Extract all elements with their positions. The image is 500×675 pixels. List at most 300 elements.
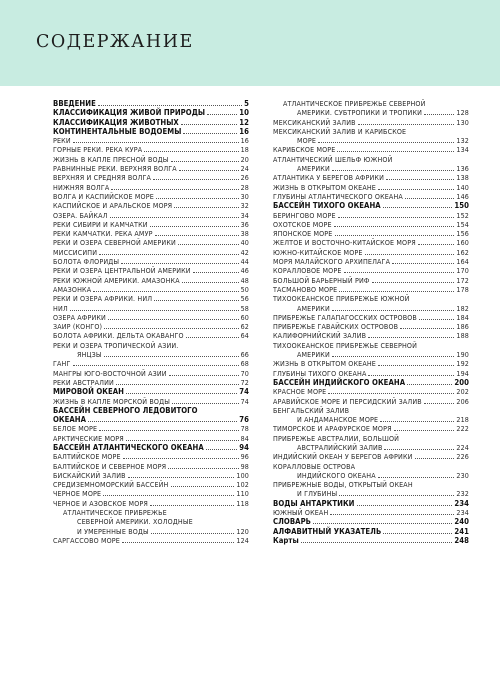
toc-entry-title: ТИХООКЕАНСКОЕ ПРИБРЕЖЬЕ ЮЖНОЙ xyxy=(273,294,410,304)
dot-leader xyxy=(332,356,454,357)
toc-entry-title: БЕНГАЛЬСКИЙ ЗАЛИВ xyxy=(273,405,350,415)
dot-leader xyxy=(378,477,455,478)
toc-entry-title: БАССЕЙН СЕВЕРНОГО ЛЕДОВИТОГО xyxy=(53,405,198,415)
dot-leader xyxy=(183,133,237,134)
toc-entry-page-number: 150 xyxy=(454,201,469,211)
toc-entry-title: ТИХООКЕАНСКОЕ ПРИБРЕЖЬЕ СЕВЕРНОЙ xyxy=(273,340,418,350)
toc-entry-page-number: 200 xyxy=(454,377,469,387)
toc-entry-page-number: 42 xyxy=(240,247,249,257)
toc-entry[interactable] xyxy=(273,369,469,378)
toc-entry-title: НИЖНЯЯ ВОЛГА xyxy=(53,182,110,192)
dot-leader xyxy=(392,263,454,264)
toc-entry[interactable] xyxy=(53,192,249,201)
toc-entry[interactable] xyxy=(273,517,469,526)
toc-entry[interactable] xyxy=(273,471,469,480)
toc-entry-title: ГАНГ xyxy=(53,359,71,369)
toc-entry-title: ВОДЫ АНТАРКТИКИ xyxy=(273,498,355,508)
toc-entry-title: И УМЕРЕННЫЕ ВОДЫ xyxy=(77,526,149,536)
dot-leader xyxy=(206,449,238,450)
toc-entry[interactable] xyxy=(53,452,249,461)
toc-entry-page-number: 162 xyxy=(456,247,469,257)
dot-leader xyxy=(328,393,454,394)
dot-leader xyxy=(424,403,455,404)
toc-entry[interactable] xyxy=(273,452,469,461)
toc-entry-title: РЕКИ ЮЖНОЙ АМЕРИКИ. АМАЗОНКА xyxy=(53,275,180,285)
toc-entry-page-number: 62 xyxy=(240,322,249,332)
dot-leader xyxy=(207,114,237,115)
toc-entry[interactable] xyxy=(273,136,469,145)
toc-entry-title: ВВЕДЕНИЕ xyxy=(53,99,96,108)
dot-leader xyxy=(73,142,239,143)
header-band xyxy=(0,0,500,86)
toc-entry-title: ОЗЕРА АФРИКИ xyxy=(53,312,106,322)
toc-entry-title: ГЛУБИНЫ ТИХОГО ОКЕАНА xyxy=(273,368,367,378)
toc-entry-title: АМЕРИКИ xyxy=(297,303,330,313)
toc-entry-title: ЯПОНСКОЕ МОРЕ xyxy=(273,229,333,239)
toc-entry[interactable] xyxy=(273,238,469,247)
toc-entry-title: РАВНИННЫЕ РЕКИ. ВЕРХНЯЯ ВОЛГА xyxy=(53,164,177,174)
dot-leader xyxy=(99,430,238,431)
dot-leader xyxy=(153,179,239,180)
toc-entry-title: АРКТИЧЕСКИЕ МОРЯ xyxy=(53,433,124,443)
dot-leader xyxy=(99,254,238,255)
toc-entry[interactable] xyxy=(273,313,469,322)
toc-entry-page-number: 16 xyxy=(240,136,249,146)
toc-entry-title: БИСКАЙСКИЙ ЗАЛИВ xyxy=(53,470,126,480)
toc-entry-page-number: 232 xyxy=(456,489,469,499)
toc-entry[interactable] xyxy=(53,480,249,489)
dot-leader xyxy=(384,449,454,450)
toc-entry[interactable] xyxy=(53,331,249,340)
toc-entry-title: ЖИЗНЬ В ОТКРЫТОМ ОКЕАНЕ xyxy=(273,359,376,369)
dot-leader xyxy=(88,421,237,422)
toc-entry-title: РЕКИ АВСТРАЛИИ xyxy=(53,377,114,387)
toc-entry[interactable] xyxy=(273,220,469,229)
toc-entry-title: АЛФАВИТНЫЙ УКАЗАТЕЛЬ xyxy=(273,526,382,536)
toc-entry-title: ПРИБРЕЖЬЕ АВСТРАЛИИ, БОЛЬШОЙ xyxy=(273,433,400,443)
toc-entry-title: КЛАССИФИКАЦИЯ ЖИВОТНЫХ xyxy=(53,117,179,127)
toc-entry-title: ВОЛГА И КАСПИЙСКОЕ МОРЕ xyxy=(53,191,154,201)
toc-entry[interactable] xyxy=(273,424,469,433)
toc-entry[interactable] xyxy=(53,99,249,108)
toc-entry-title: АТЛАНТИЧЕСКОЕ ПРИБРЕЖЬЕ СЕВЕРНОЙ xyxy=(283,99,426,108)
dot-leader xyxy=(339,291,454,292)
toc-entry[interactable] xyxy=(53,313,249,322)
dot-leader xyxy=(104,328,238,329)
toc-entry-title: АВСТРАЛИЙСКИЙ ЗАЛИВ xyxy=(297,442,383,452)
toc-entry[interactable] xyxy=(53,201,249,210)
toc-entry[interactable] xyxy=(53,257,249,266)
toc-entry-page-number: 30 xyxy=(240,191,249,201)
toc-entry[interactable] xyxy=(273,462,469,471)
toc-entry-page-number: 56 xyxy=(240,294,249,304)
toc-entry[interactable] xyxy=(273,127,469,136)
toc-entry[interactable] xyxy=(273,294,469,303)
toc-entry-title: ОЗЕРА. БАЙКАЛ xyxy=(53,210,108,220)
toc-entry-title: ЖИЗНЬ В КАПЛЕ ПРЕСНОЙ ВОДЫ xyxy=(53,154,169,164)
toc-entry-title: БАЛТИЙСКОЕ И СЕВЕРНОЕ МОРЯ xyxy=(53,461,167,471)
dot-leader xyxy=(182,282,239,283)
toc-entry-title: И ГЛУБИНЫ xyxy=(297,489,338,499)
toc-entry-page-number: 134 xyxy=(456,145,469,155)
toc-entry-title: ТАСМАНОВО МОРЕ xyxy=(273,284,338,294)
toc-entry[interactable] xyxy=(273,527,469,536)
toc-entry[interactable] xyxy=(53,183,249,192)
toc-entry[interactable] xyxy=(53,443,249,452)
toc-entry-title: КАРИБСКОЕ МОРЕ xyxy=(273,145,336,155)
toc-entry[interactable] xyxy=(53,424,249,433)
toc-entry[interactable] xyxy=(273,155,469,164)
dot-leader xyxy=(378,189,454,190)
toc-entry[interactable] xyxy=(273,341,469,350)
toc-entry-page-number: 18 xyxy=(240,145,249,155)
toc-entry-page-number: 206 xyxy=(456,396,469,406)
toc-entry-page-number: 202 xyxy=(456,387,469,397)
toc-entry[interactable] xyxy=(53,397,249,406)
toc-entry-page-number: 70 xyxy=(240,368,249,378)
toc-entry-page-number: 74 xyxy=(240,396,249,406)
toc-entry-page-number: 222 xyxy=(456,424,469,434)
toc-entry-title: РЕКИ СИБИРИ И КАМЧАТКИ xyxy=(53,219,148,229)
toc-entry[interactable] xyxy=(273,183,469,192)
toc-entry[interactable] xyxy=(273,331,469,340)
toc-entry-page-number: 140 xyxy=(456,182,469,192)
toc-entry-title: КРАСНОЕ МОРЕ xyxy=(273,387,327,397)
toc-entry-title: СЕВЕРНОЙ АМЕРИКИ. ХОЛОДНЫЕ xyxy=(77,517,193,527)
toc-entry-page-number: 50 xyxy=(240,284,249,294)
dot-leader xyxy=(415,458,455,459)
dot-leader xyxy=(358,124,455,125)
dot-leader xyxy=(168,468,238,469)
toc-entry-page-number: 58 xyxy=(240,303,249,313)
toc-entry[interactable] xyxy=(53,508,249,517)
toc-entry[interactable] xyxy=(273,257,469,266)
toc-entry-title: РЕКИ И ОЗЕРА АФРИКИ. НИЛ xyxy=(53,294,153,304)
toc-entry-page-number: 84 xyxy=(240,433,249,443)
toc-entry-title: ГЛУБИНЫ АТЛАНТИЧЕСКОГО ОКЕАНА xyxy=(273,191,403,201)
toc-entry-page-number: 5 xyxy=(244,99,249,108)
toc-entry-page-number: 192 xyxy=(456,359,469,369)
toc-entry[interactable] xyxy=(53,434,249,443)
toc-entry[interactable] xyxy=(53,359,249,368)
dot-leader xyxy=(338,217,455,218)
dot-leader xyxy=(318,142,454,143)
toc-entry[interactable] xyxy=(53,536,249,545)
dot-leader xyxy=(104,356,239,357)
dot-leader xyxy=(126,440,239,441)
toc-entry-page-number: 224 xyxy=(456,442,469,452)
toc-entry[interactable] xyxy=(273,211,469,220)
toc-entry-title: КАЛИФОРНИЙСКИЙ ЗАЛИВ xyxy=(273,331,367,341)
toc-entry-title: БОЛОТА ФЛОРИДЫ xyxy=(53,257,120,267)
toc-entry-title: ЖЕЛТОЕ И ВОСТОЧНО-КИТАЙСКОЕ МОРЯ xyxy=(273,238,416,248)
dot-leader xyxy=(368,375,454,376)
dot-leader xyxy=(407,384,452,385)
toc-entry-page-number: 184 xyxy=(456,312,469,322)
toc-entry[interactable] xyxy=(273,164,469,173)
toc-entry-page-number: 234 xyxy=(456,508,469,518)
toc-entry-page-number: 152 xyxy=(456,210,469,220)
dot-leader xyxy=(386,179,454,180)
dot-leader xyxy=(128,477,235,478)
toc-entry-page-number: 136 xyxy=(456,164,469,174)
toc-entry[interactable] xyxy=(273,499,469,508)
dot-leader xyxy=(383,207,453,208)
toc-entry-title: ИНДИЙСКОГО ОКЕАНА xyxy=(297,470,376,480)
toc-entry-page-number: 170 xyxy=(456,266,469,276)
toc-entry[interactable] xyxy=(273,443,469,452)
toc-entry[interactable] xyxy=(53,350,249,359)
toc-entry-page-number: 96 xyxy=(240,452,249,462)
dot-leader xyxy=(380,421,454,422)
toc-entry-title: АМЕРИКИ. СУБТРОПИКИ И ТРОПИКИ xyxy=(297,108,423,118)
toc-entry-title: БОЛОТА АФРИКИ. ДЕЛЬТА ОКАВАНГО xyxy=(53,331,184,341)
toc-entry-page-number: 118 xyxy=(236,498,249,508)
dot-leader xyxy=(122,542,234,543)
toc-entry[interactable] xyxy=(53,322,249,331)
toc-entry[interactable] xyxy=(53,415,249,424)
toc-entry[interactable] xyxy=(53,248,249,257)
toc-entry-page-number: 64 xyxy=(240,331,249,341)
dot-leader xyxy=(313,523,452,524)
dot-leader xyxy=(155,235,239,236)
dot-leader xyxy=(156,198,239,199)
toc-entry-page-number: 38 xyxy=(240,229,249,239)
toc-entry-page-number: 78 xyxy=(240,424,249,434)
toc-entry[interactable] xyxy=(273,201,469,210)
dot-leader xyxy=(126,393,237,394)
dot-leader xyxy=(151,533,235,534)
toc-entry-page-number: 72 xyxy=(240,377,249,387)
dot-leader xyxy=(150,505,234,506)
dot-leader xyxy=(339,495,454,496)
toc-entry-page-number: 16 xyxy=(239,126,249,136)
dot-leader xyxy=(357,505,453,506)
toc-entry[interactable] xyxy=(53,164,249,173)
toc-entry-page-number: 40 xyxy=(240,238,249,248)
toc-entry[interactable] xyxy=(273,276,469,285)
toc-entry-title: КЛАССИФИКАЦИЯ ЖИВОЙ ПРИРОДЫ xyxy=(53,108,206,118)
toc-entry-title: БАЛТИЙСКОЕ МОРЕ xyxy=(53,452,121,462)
dot-leader xyxy=(103,495,234,496)
toc-entry-page-number: 146 xyxy=(456,191,469,201)
toc-entry[interactable] xyxy=(273,489,469,498)
toc-entry[interactable] xyxy=(273,378,469,387)
toc-entry[interactable] xyxy=(53,387,249,396)
toc-entry-page-number: 172 xyxy=(456,275,469,285)
toc-entry-title: РЕКИ КАМЧАТКИ. РЕКА АМУР xyxy=(53,229,153,239)
toc-entry[interactable] xyxy=(53,229,249,238)
dot-leader xyxy=(179,170,239,171)
toc-entry-title: АТЛАНТИЧЕСКОЕ ПРИБРЕЖЬЕ xyxy=(63,508,167,518)
toc-entry[interactable] xyxy=(273,173,469,182)
toc-entry-page-number: 156 xyxy=(456,229,469,239)
dot-leader xyxy=(181,124,237,125)
dot-leader xyxy=(172,403,239,404)
toc-entry-title: АТЛАНТИЧЕСКИЙ ШЕЛЬФ ЮЖНОЙ xyxy=(273,154,393,164)
toc-entry-title: АМЕРИКИ xyxy=(297,164,330,174)
toc-entry[interactable] xyxy=(273,508,469,517)
toc-entry[interactable] xyxy=(273,99,469,108)
toc-entry[interactable] xyxy=(273,108,469,117)
toc-entry[interactable] xyxy=(273,248,469,257)
toc-entry-title: ЖИЗНЬ В КАПЛЕ МОРСКОЙ ВОДЫ xyxy=(53,396,171,406)
toc-entry-page-number: 186 xyxy=(456,322,469,332)
toc-entry-page-number: 234 xyxy=(454,498,469,508)
dot-leader xyxy=(171,161,239,162)
toc-entry[interactable] xyxy=(273,480,469,489)
dot-leader xyxy=(193,272,239,273)
toc-entry-page-number: 20 xyxy=(240,154,249,164)
dot-leader xyxy=(332,310,454,311)
toc-entry-title: КОРАЛЛОВОЕ МОРЕ xyxy=(273,266,342,276)
toc-entry-page-number: 66 xyxy=(240,350,249,360)
toc-entry-page-number: 36 xyxy=(240,219,249,229)
toc-entry[interactable] xyxy=(53,285,249,294)
toc-entry-page-number: 124 xyxy=(236,535,249,545)
toc-entry[interactable] xyxy=(53,220,249,229)
toc-entry-page-number: 194 xyxy=(456,368,469,378)
toc-entry-title: БАССЕЙН ИНДИЙСКОГО ОКЕАНА xyxy=(273,377,406,387)
dot-leader xyxy=(424,114,454,115)
toc-entry-title: ЗАИР (КОНГО) xyxy=(53,322,103,332)
toc-entry-title: РЕКИ xyxy=(53,136,71,146)
page-title: СОДЕРЖАНИЕ xyxy=(36,32,194,52)
toc-entry-title: САРГАССОВО МОРЕ xyxy=(53,535,120,545)
dot-leader xyxy=(121,263,238,264)
toc-entry[interactable] xyxy=(53,378,249,387)
toc-entry[interactable] xyxy=(273,266,469,275)
toc-entry-page-number: 46 xyxy=(240,266,249,276)
toc-entry-page-number: 76 xyxy=(239,415,249,425)
toc-entry-page-number: 44 xyxy=(240,257,249,267)
toc-entry[interactable] xyxy=(53,489,249,498)
toc-entry-page-number: 60 xyxy=(240,312,249,322)
dot-leader xyxy=(154,300,238,301)
toc-entry-page-number: 26 xyxy=(240,173,249,183)
toc-entry[interactable] xyxy=(273,415,469,424)
dot-leader xyxy=(365,254,455,255)
toc-entry-page-number: 128 xyxy=(456,108,469,118)
toc-entry[interactable] xyxy=(53,304,249,313)
toc-entry[interactable] xyxy=(273,387,469,396)
toc-entry[interactable] xyxy=(53,341,249,350)
toc-column-right xyxy=(273,99,469,545)
dot-leader xyxy=(171,486,235,487)
toc-entry[interactable] xyxy=(53,276,249,285)
dot-leader xyxy=(108,319,239,320)
toc-entry-page-number: 120 xyxy=(236,526,249,536)
toc-entry[interactable] xyxy=(273,145,469,154)
toc-entry[interactable] xyxy=(53,294,249,303)
dot-leader xyxy=(400,328,454,329)
toc-entry-title: ЯНЦЗЫ xyxy=(77,350,102,360)
toc-entry-title: ЧЕРНОЕ МОРЕ xyxy=(53,489,102,499)
toc-entry-title: АТЛАНТИКА У БЕРЕГОВ АФРИКИ xyxy=(273,173,385,183)
toc-entry-page-number: 182 xyxy=(456,303,469,313)
toc-entry[interactable] xyxy=(53,127,249,136)
toc-entry-title: ПРИБРЕЖЬЕ ГАЛАПАГОССКИХ ОСТРОВОВ xyxy=(273,312,417,322)
toc-entry[interactable] xyxy=(273,285,469,294)
toc-entry[interactable] xyxy=(273,397,469,406)
dot-leader xyxy=(337,151,454,152)
dot-leader xyxy=(419,319,454,320)
toc-entry[interactable] xyxy=(53,173,249,182)
toc-entry[interactable] xyxy=(53,406,249,415)
toc-entry[interactable] xyxy=(273,192,469,201)
toc-entry-title: МИССИСИПИ xyxy=(53,247,98,257)
toc-entry[interactable] xyxy=(53,238,249,247)
toc-entry[interactable] xyxy=(53,499,249,508)
toc-entry-title: ПРИБРЕЖЬЕ ГАВАЙСКИХ ОСТРОВОВ xyxy=(273,322,399,332)
toc-entry-page-number: 32 xyxy=(240,201,249,211)
toc-entry-page-number: 241 xyxy=(454,526,469,536)
toc-entry[interactable] xyxy=(53,155,249,164)
toc-entry-page-number: 24 xyxy=(240,164,249,174)
toc-entry[interactable] xyxy=(273,350,469,359)
dot-leader xyxy=(418,244,455,245)
toc-entry[interactable] xyxy=(273,229,469,238)
toc-entry-title: СЛОВАРЬ xyxy=(273,517,312,527)
toc-entry-title: АМАЗОНКА xyxy=(53,284,92,294)
toc-entry[interactable] xyxy=(53,145,249,154)
dot-leader xyxy=(372,282,455,283)
toc-entry[interactable] xyxy=(273,304,469,313)
toc-entry-title: ЮЖНО-КИТАЙСКОЕ МОРЕ xyxy=(273,247,363,257)
dot-leader xyxy=(335,235,455,236)
toc-entry[interactable] xyxy=(273,434,469,443)
toc-entry[interactable] xyxy=(53,462,249,471)
toc-entry[interactable] xyxy=(53,108,249,117)
toc-entry-title: БОЛЬШОЙ БАРЬЕРНЫЙ РИФ xyxy=(273,275,370,285)
toc-entry[interactable] xyxy=(53,369,249,378)
toc-entry-title: КОРАЛЛОВЫЕ ОСТРОВА xyxy=(273,461,356,471)
toc-entry-page-number: 160 xyxy=(456,238,469,248)
dot-leader xyxy=(123,458,239,459)
toc-entry-title: РЕКИ И ОЗЕРА ЦЕНТРАЛЬНОЙ АМЕРИКИ xyxy=(53,266,191,276)
toc-entry-title: КАСПИЙСКОЕ И АРАЛЬСКОЕ МОРЯ xyxy=(53,201,173,211)
dot-leader xyxy=(394,430,455,431)
toc-entry[interactable] xyxy=(53,118,249,127)
toc-entry-title: АРАВИЙСКОЕ МОРЕ И ПЕРСИДСКИЙ ЗАЛИВ xyxy=(273,396,422,406)
dot-leader xyxy=(93,291,238,292)
toc-entry[interactable] xyxy=(273,322,469,331)
dot-leader xyxy=(110,217,239,218)
toc-entry-title: РЕКИ И ОЗЕРА ТРОПИЧЕСКОЙ АЗИИ. xyxy=(53,340,179,350)
toc-entry[interactable] xyxy=(53,211,249,220)
toc-entry-title: КОНТИНЕНТАЛЬНЫЕ ВОДОЕМЫ xyxy=(53,126,182,136)
toc-entry[interactable] xyxy=(273,536,469,545)
toc-entry[interactable] xyxy=(273,359,469,368)
dot-leader xyxy=(301,542,453,543)
toc-entry[interactable] xyxy=(53,517,249,526)
toc-entry-page-number: 100 xyxy=(236,470,249,480)
toc-entry[interactable] xyxy=(53,527,249,536)
toc-entry-page-number: 138 xyxy=(456,173,469,183)
toc-entry[interactable] xyxy=(53,471,249,480)
dot-leader xyxy=(378,365,454,366)
toc-entry[interactable] xyxy=(273,118,469,127)
dot-leader xyxy=(70,310,239,311)
toc-entry-title: МОРЯ МАЛАЙСКОГО АРХИПЕЛАГА xyxy=(273,257,391,267)
dot-leader xyxy=(368,337,454,338)
toc-entry[interactable] xyxy=(53,266,249,275)
dot-leader xyxy=(330,514,454,515)
toc-entry[interactable] xyxy=(273,406,469,415)
toc-entry-page-number: 94 xyxy=(239,442,249,452)
toc-entry-title: ГОРНЫЕ РЕКИ. РЕКА КУРА xyxy=(53,145,143,155)
toc-entry[interactable] xyxy=(53,136,249,145)
